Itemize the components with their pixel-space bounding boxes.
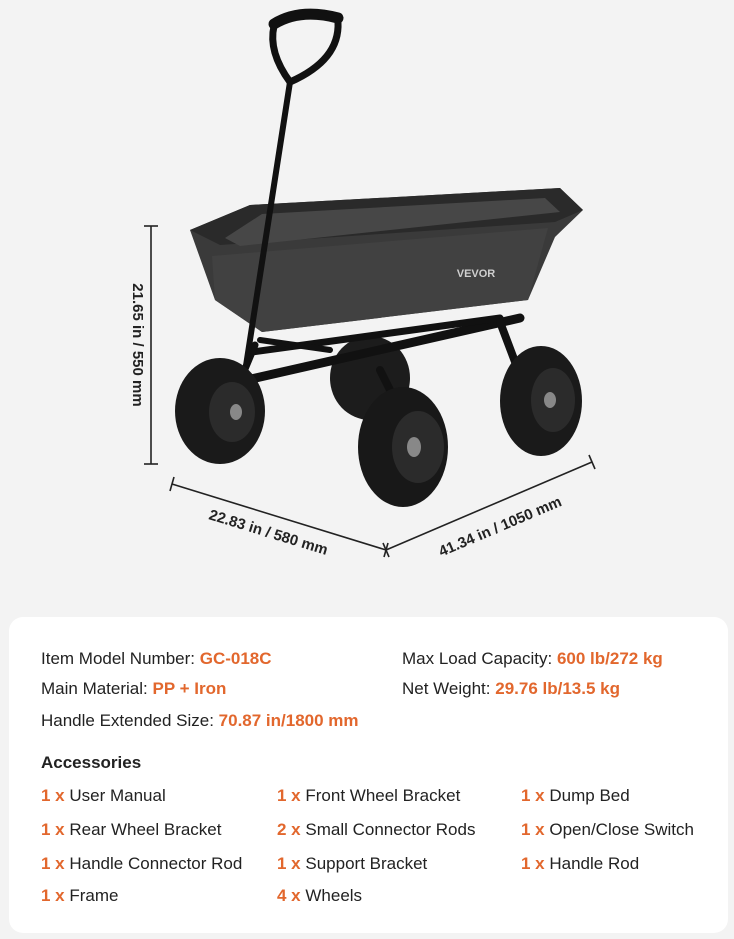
- width-dimension-line: [170, 477, 388, 557]
- accessory-name: Rear Wheel Bracket: [69, 820, 222, 839]
- spec-load-label: Max Load Capacity:: [402, 649, 557, 668]
- spec-material-value: PP + Iron: [152, 679, 227, 698]
- length-dimension-label: 41.34 in / 1050 mm: [436, 493, 565, 561]
- spec-material-label: Main Material:: [41, 679, 153, 698]
- accessory-qty: 1 x: [41, 786, 65, 805]
- width-dimension-label: 22.83 in / 580 mm: [206, 506, 330, 559]
- accessories-heading: Accessories: [41, 753, 142, 772]
- accessory-item: [521, 820, 694, 840]
- spec-material: [41, 679, 226, 699]
- accessory-qty: 1 x: [521, 786, 545, 805]
- spec-model-label: Item Model Number:: [41, 649, 200, 668]
- spec-handle-label: Handle Extended Size:: [41, 711, 219, 730]
- accessory-item: [277, 854, 427, 874]
- accessory-item: [521, 786, 630, 806]
- spec-handle-size: [41, 711, 359, 731]
- accessory-item: [277, 820, 475, 840]
- spec-handle-value: 70.87 in/1800 mm: [218, 711, 359, 730]
- accessory-qty: 1 x: [41, 854, 65, 873]
- accessory-name: Dump Bed: [549, 786, 630, 805]
- accessory-item: [277, 786, 460, 806]
- spec-net-weight: [402, 679, 620, 699]
- dump-bed: [190, 188, 583, 332]
- accessory-item: [521, 854, 639, 874]
- front-left-wheel: [175, 358, 265, 464]
- accessory-name: Support Bracket: [305, 854, 428, 873]
- height-dimension-label: 21.65 in / 550 mm: [129, 283, 146, 407]
- accessory-qty: 1 x: [41, 820, 65, 839]
- rear-right-wheel: [500, 346, 582, 456]
- accessory-qty: 1 x: [277, 854, 301, 873]
- spec-model-value: GC-018C: [199, 649, 272, 668]
- brand-logo: VEVOR: [456, 268, 496, 280]
- accessory-item: [41, 886, 119, 906]
- spec-card: [9, 617, 728, 933]
- accessory-name: User Manual: [69, 786, 166, 805]
- accessory-name: Frame: [69, 886, 119, 905]
- accessory-item: [41, 786, 166, 806]
- accessory-name: Handle Rod: [549, 854, 640, 873]
- accessory-name: Front Wheel Bracket: [305, 786, 461, 805]
- spec-model: [41, 649, 272, 669]
- accessory-qty: 1 x: [277, 786, 301, 805]
- spec-max-load: [402, 649, 663, 669]
- accessory-name: Open/Close Switch: [549, 820, 694, 839]
- accessory-qty: 2 x: [277, 820, 301, 839]
- spec-weight-label: Net Weight:: [402, 679, 496, 698]
- accessory-qty: 1 x: [521, 854, 545, 873]
- spec-load-value: 600 lb/272 kg: [556, 649, 663, 668]
- accessory-qty: 4 x: [277, 886, 301, 905]
- accessory-qty: 1 x: [41, 886, 65, 905]
- accessory-qty: 1 x: [521, 820, 545, 839]
- accessory-item: [277, 886, 362, 906]
- front-right-wheel: [358, 387, 448, 507]
- spec-weight-value: 29.76 lb/13.5 kg: [495, 679, 620, 698]
- accessory-item: [41, 854, 242, 874]
- accessory-name: Wheels: [305, 886, 363, 905]
- accessory-name: Handle Connector Rod: [69, 854, 243, 873]
- accessory-item: [41, 820, 222, 840]
- accessory-name: Small Connector Rods: [305, 820, 476, 839]
- pull-handle: [243, 14, 338, 385]
